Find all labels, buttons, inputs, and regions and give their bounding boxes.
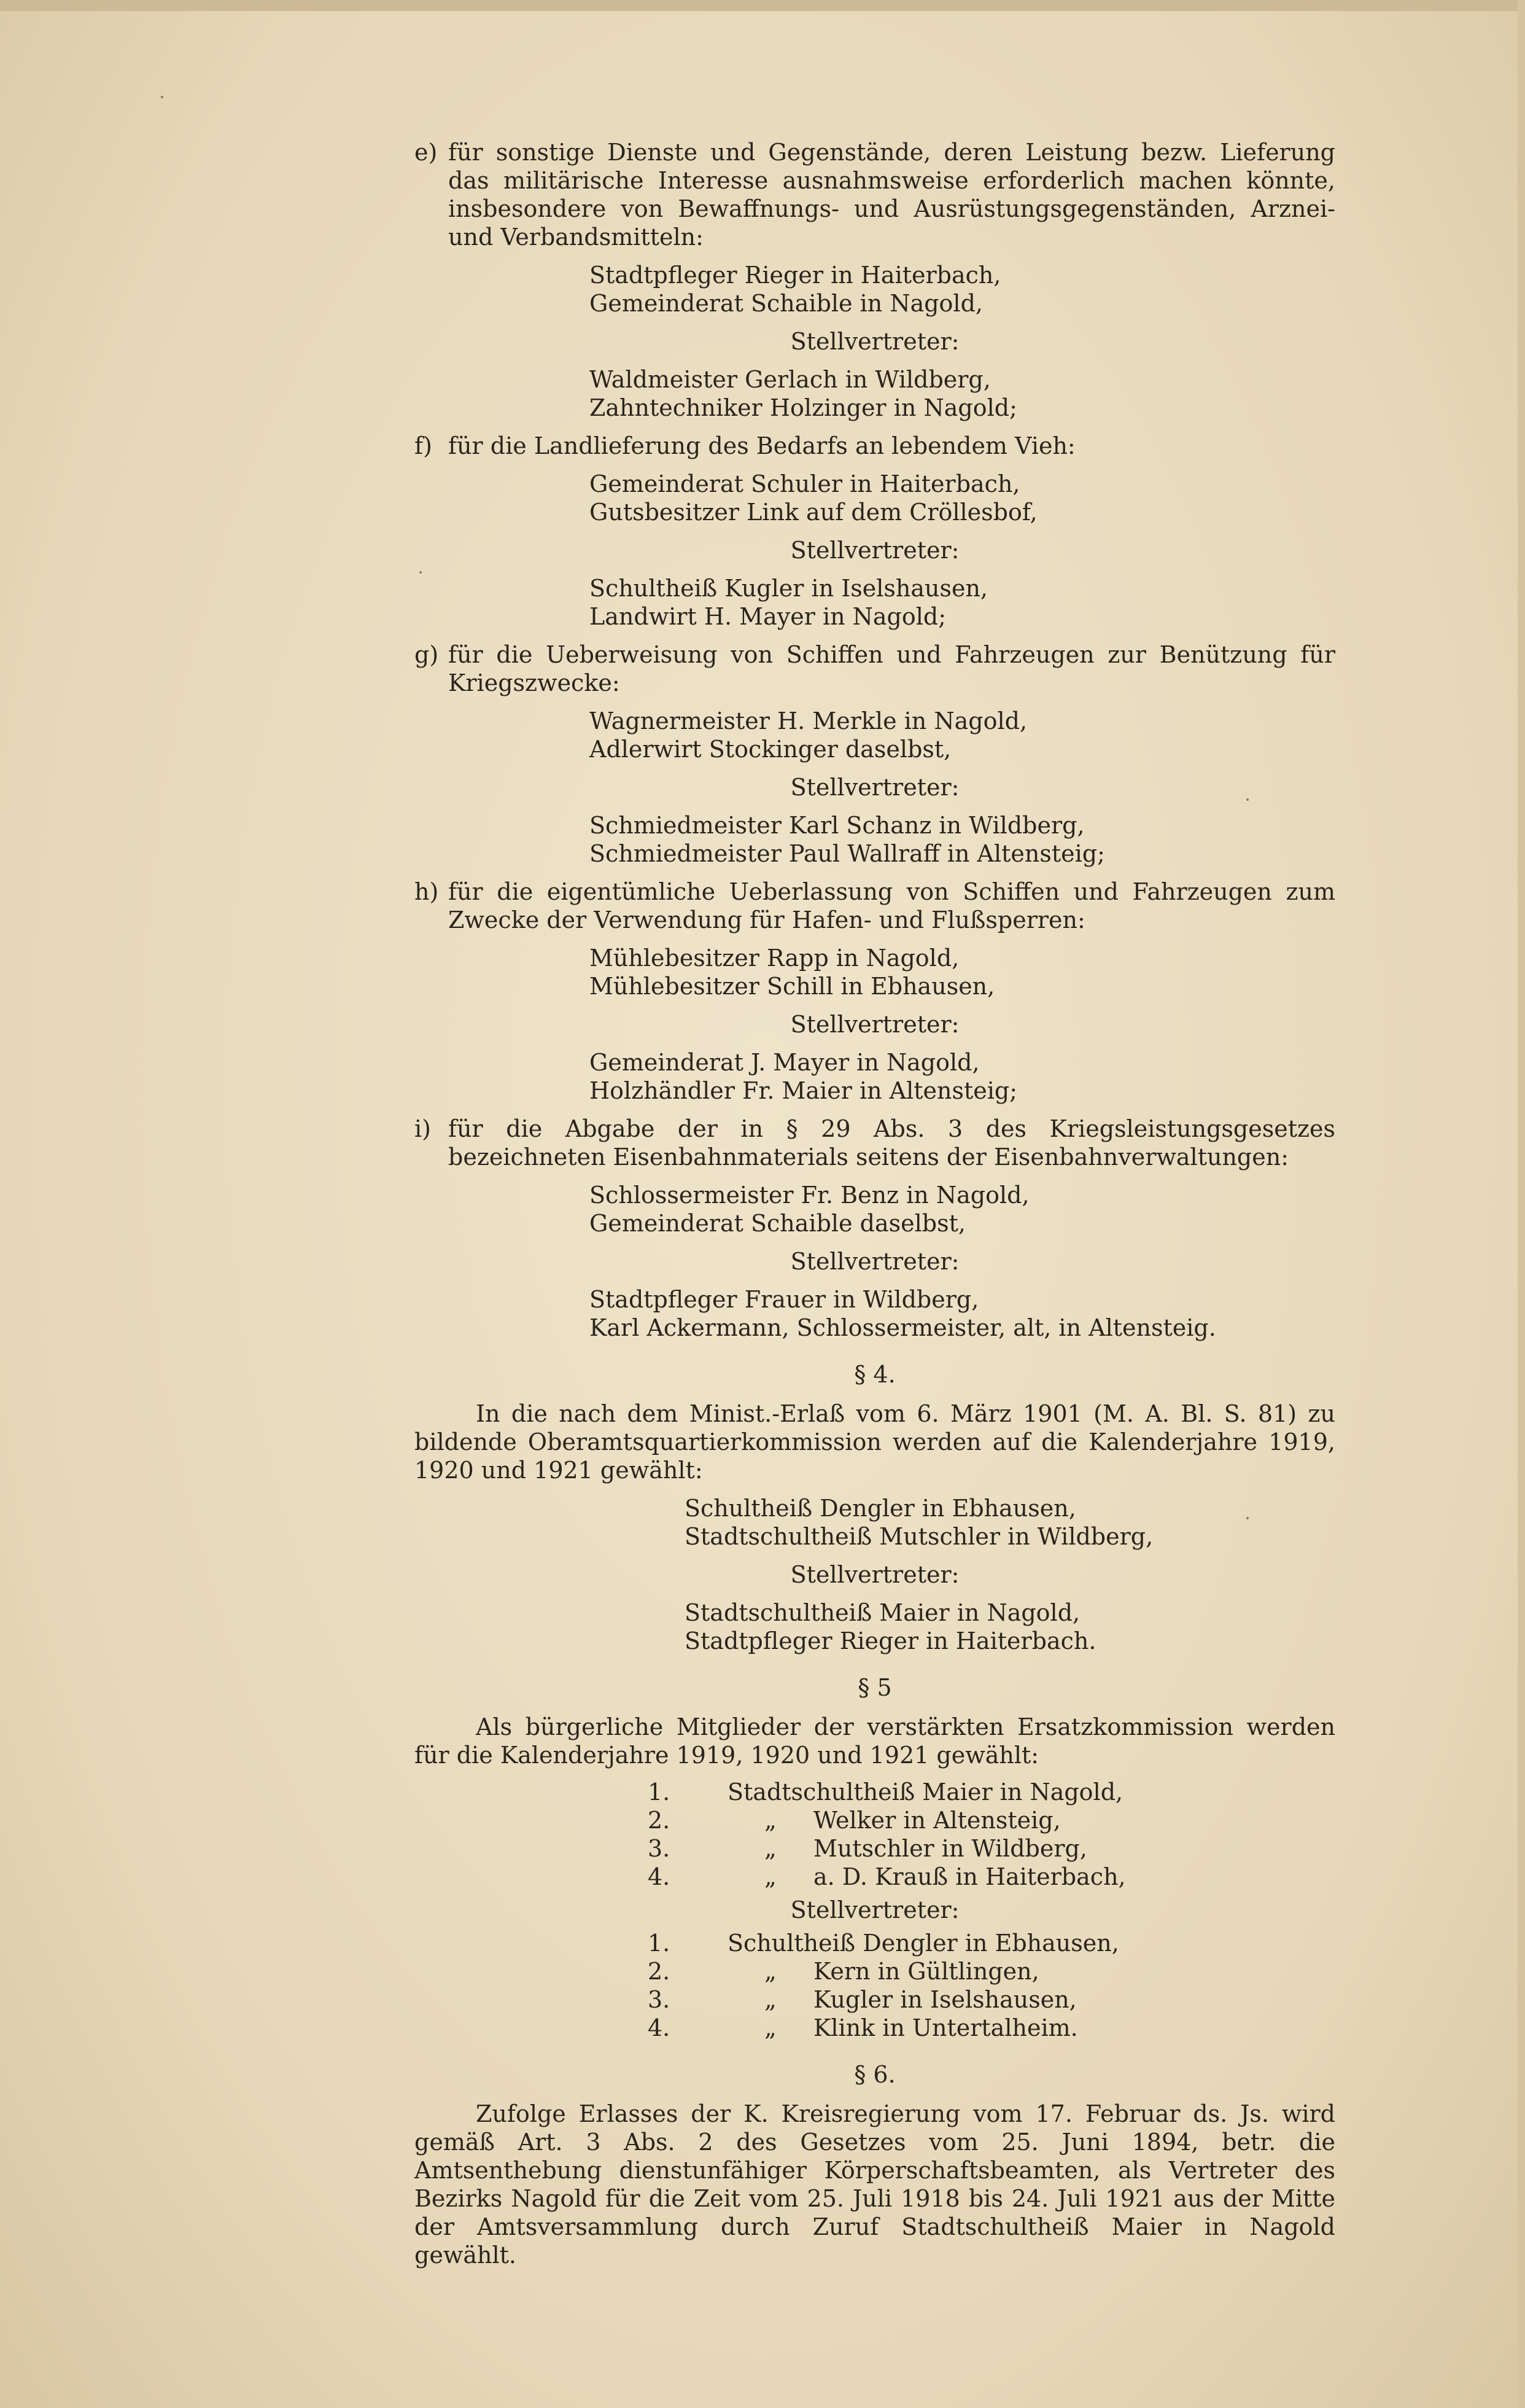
- item-e: [414, 138, 1335, 251]
- list-number: 4.: [648, 1863, 670, 1890]
- item-label: h): [414, 878, 439, 905]
- ditto-mark: „: [764, 1986, 777, 2013]
- section-5-deputies: [648, 1929, 1335, 2042]
- list-item: [648, 1863, 1335, 1891]
- deputy-label: Stellvertreter:: [790, 1011, 960, 1038]
- section-5-text: Als bürgerliche Mitglieder der verstärkten Ersatzkommission werden für die Kalenderjahre 1919, 1920 und 1921 gewählt:: [414, 1713, 1335, 1769]
- member-line: Stadtschultheiß Mutschler in Wildberg,: [685, 1523, 1154, 1550]
- deputy-label: Stellvertreter:: [790, 328, 960, 355]
- list-item: [648, 1778, 1335, 1806]
- section-heading-5: § 5: [858, 1674, 892, 1701]
- deputy-label: Stellvertreter:: [790, 774, 960, 801]
- list-item: [648, 1957, 1335, 1985]
- member-line: Mühlebesitzer Rapp in Nagold,: [589, 945, 960, 972]
- members-h: [589, 944, 1335, 1000]
- ditto-mark: „: [764, 1958, 777, 1985]
- list-item: [648, 2014, 1335, 2042]
- member-line: Wagnermeister H. Merkle in Nagold,: [589, 707, 1028, 734]
- member-line: Adlerwirt Stockinger daselbst,: [589, 736, 952, 763]
- section-4-members: [685, 1494, 1335, 1551]
- ditto-mark: „: [764, 2014, 777, 2041]
- list-name: Schultheiß Dengler in Ebhausen,: [728, 1930, 1119, 1957]
- member-line: Mühlebesitzer Schill in Ebhausen,: [589, 973, 995, 1000]
- deputies-h: [589, 1048, 1335, 1105]
- list-name: Kugler in Iselshausen,: [813, 1986, 1077, 2013]
- list-name: Mutschler in Wildberg,: [813, 1835, 1087, 1862]
- list-number: 1.: [648, 1779, 670, 1806]
- deputy-line: Stadtpfleger Frauer in Wildberg,: [589, 1286, 979, 1313]
- section-heading-4: § 4.: [854, 1361, 896, 1388]
- list-number: 1.: [648, 1930, 670, 1957]
- item-h: [414, 878, 1335, 934]
- member-line: Schultheiß Dengler in Ebhausen,: [685, 1495, 1076, 1522]
- deputy-line: Holzhändler Fr. Maier in Altensteig;: [589, 1077, 1018, 1104]
- deputy-line: Schultheiß Kugler in Iselshausen,: [589, 575, 988, 602]
- list-number: 4.: [648, 2014, 670, 2041]
- section-4-deputies: [685, 1599, 1335, 1655]
- document-text: [414, 138, 1335, 2278]
- deputy-line: Landwirt H. Mayer in Nagold;: [589, 603, 947, 630]
- item-label: g): [414, 641, 439, 668]
- deputy-label: Stellvertreter:: [790, 1561, 960, 1588]
- deputy-line: Karl Ackermann, Schlossermeister, alt, in Altensteig.: [589, 1314, 1216, 1341]
- list-item: [648, 1929, 1335, 1957]
- list-number: 2.: [648, 1958, 670, 1985]
- deputies-g: [589, 811, 1335, 868]
- section-heading-6: § 6.: [854, 2061, 896, 2088]
- paper-top-edge: [0, 0, 1525, 11]
- paper-right-edge: [1518, 0, 1525, 2408]
- list-number: 2.: [648, 1807, 670, 1834]
- member-line: Gemeinderat Schaible in Nagold,: [589, 290, 983, 317]
- members-i: [589, 1181, 1335, 1237]
- deputy-label: Stellvertreter:: [790, 1896, 960, 1923]
- list-name: Kern in Gültlingen,: [813, 1958, 1039, 1985]
- ditto-mark: „: [764, 1835, 777, 1862]
- item-label: i): [414, 1115, 431, 1142]
- item-text: für die Ueberweisung von Schiffen und Fahrzeugen zur Benützung für Kriegszwecke:: [448, 641, 1335, 696]
- section-6-text: Zufolge Erlasses der K. Kreisregierung vom 17. Februar ds. Js. wird gemäß Art. 3 Abs. 2 des Gesetzes vom 25. Juni 1894, betr. die Amtsenthebung dienstunfähiger Körperschaftsbeamten, als Vertreter des Bezirks Nagold für die Zeit vom 25. Juli 1918 bis 24. Juli 1921 aus der Mitte der Amtsversammlung durch Zuruf Stadtschultheiß Maier in Nagold gewählt.: [414, 2100, 1335, 2269]
- deputy-line: Schmiedmeister Karl Schanz in Wildberg,: [589, 812, 1085, 839]
- member-line: Schlossermeister Fr. Benz in Nagold,: [589, 1182, 1030, 1209]
- members-g: [589, 707, 1335, 763]
- item-text: für die Landlieferung des Bedarfs an lebendem Vieh:: [448, 432, 1076, 459]
- item-label: e): [414, 139, 438, 166]
- list-item: [648, 1834, 1335, 1863]
- item-text: für sonstige Dienste und Gegenstände, deren Leistung bezw. Lieferung das militärische Interesse ausnahmsweise erforderlich machen könnte, insbesondere von Bewaffnungs- und Ausrüstungsgegenständen, Arznei- und Verbandsmitteln:: [448, 139, 1335, 251]
- item-text: für die eigentümliche Ueberlassung von Schiffen und Fahrzeugen zum Zwecke der Verwendung für Hafen- und Flußsperren:: [448, 878, 1335, 933]
- deputies-f: [589, 574, 1335, 631]
- deputies-e: [589, 365, 1335, 422]
- list-name: Klink in Untertalheim.: [813, 2014, 1078, 2041]
- deputy-line: Zahntechniker Holzinger in Nagold;: [589, 394, 1017, 421]
- item-f: [414, 432, 1335, 460]
- list-item: [648, 1806, 1335, 1834]
- list-number: 3.: [648, 1986, 670, 2013]
- item-label: f): [414, 432, 432, 459]
- deputy-line: Schmiedmeister Paul Wallraff in Altensteig;: [589, 840, 1105, 867]
- deputy-line: Stadtschultheiß Maier in Nagold,: [685, 1599, 1081, 1626]
- paper-speck: [161, 96, 163, 98]
- deputy-line: Gemeinderat J. Mayer in Nagold,: [589, 1049, 980, 1076]
- section-5-members: [648, 1778, 1335, 1891]
- list-name: a. D. Krauß in Haiterbach,: [813, 1863, 1126, 1890]
- member-line: Stadtpfleger Rieger in Haiterbach,: [589, 262, 1001, 289]
- item-text: für die Abgabe der in § 29 Abs. 3 des Kriegsleistungsgesetzes bezeichneten Eisenbahnmaterials seitens der Eisenbahnverwaltungen:: [448, 1115, 1335, 1171]
- members-f: [589, 470, 1335, 526]
- deputy-line: Stadtpfleger Rieger in Haiterbach.: [685, 1627, 1096, 1654]
- list-name: Stadtschultheiß Maier in Nagold,: [728, 1779, 1123, 1806]
- deputy-line: Waldmeister Gerlach in Wildberg,: [589, 366, 991, 393]
- item-g: [414, 641, 1335, 697]
- members-e: [589, 261, 1335, 318]
- ditto-mark: „: [764, 1807, 777, 1834]
- list-number: 3.: [648, 1835, 670, 1862]
- deputy-label: Stellvertreter:: [790, 1248, 960, 1275]
- list-name: Welker in Altensteig,: [813, 1807, 1061, 1834]
- item-i: [414, 1115, 1335, 1171]
- deputies-i: [589, 1285, 1335, 1342]
- list-item: [648, 1985, 1335, 2014]
- section-4-text: In die nach dem Minist.-Erlaß vom 6. März 1901 (M. A. Bl. S. 81) zu bildende Oberamtsquartierkommission werden auf die Kalenderjahre 1919, 1920 und 1921 gewählt:: [414, 1400, 1335, 1484]
- deputy-label: Stellvertreter:: [790, 537, 960, 564]
- ditto-mark: „: [764, 1863, 777, 1890]
- member-line: Gemeinderat Schuler in Haiterbach,: [589, 470, 1020, 497]
- member-line: Gutsbesitzer Link auf dem Cröllesbof,: [589, 499, 1038, 526]
- member-line: Gemeinderat Schaible daselbst,: [589, 1210, 966, 1237]
